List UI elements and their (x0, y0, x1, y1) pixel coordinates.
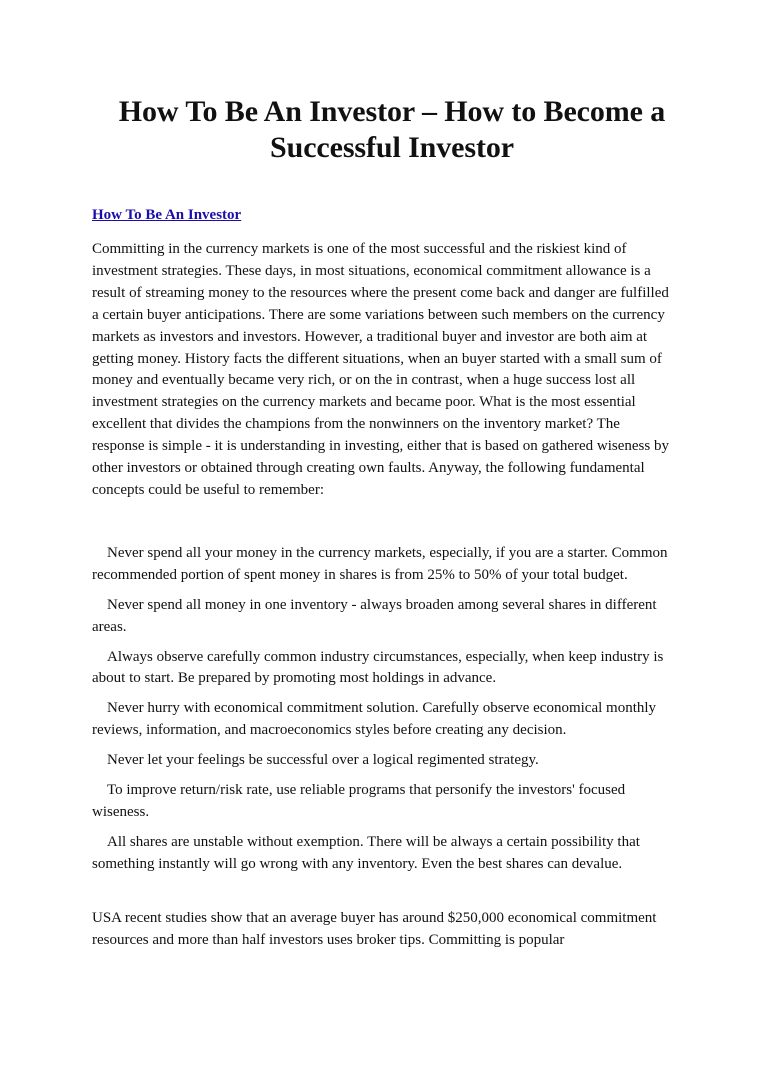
tip-item: To improve return/risk rate, use reliable programs that personify the investors' focused wiseness. (92, 782, 626, 820)
tip-item: All shares are unstable without exemption. There will be always a certain possibility that something instantly will go wrong with any inventory. Even the best shares can devalue. (92, 833, 640, 872)
tip-item: Always observe carefully common industry circumstances, especially, when keep industry is about to start. Be prepared by promoting most holdings in advance. (92, 648, 664, 687)
document-title: How To Be An Investor – How to Become a Successful Investor (118, 95, 666, 164)
tip-item: Never spend all your money in the currency markets, especially, if you are a starter. Common recommended portion of spent money in shares is from 25% to 50% of your total budget. (92, 544, 668, 583)
subheading-link[interactable]: How To Be An Investor (92, 207, 242, 223)
tip-item: Never let your feelings be successful over a logical regimented strategy. (107, 752, 539, 769)
tip-item: Never spend all money in one inventory - always broaden among several shares in different areas. (92, 596, 657, 635)
tip-item: Never hurry with economical commitment solution. Carefully observe economical monthly reviews, information, and macroeconomics styles before creating any decision. (92, 700, 657, 739)
closing-paragraph: USA recent studies show that an average buyer has around $250,000 economical commitment resources and more than half investors uses broker tips. Committing is popular (92, 909, 657, 948)
intro-paragraph: Committing in the currency markets is one of the most successful and the riskiest kind of investment strategies. These days, in most situations, economical commitment allowance is a result of streaming money to the resources where the present come back and danger are fulfilled a certain buyer anticipations. There are some variations between such members on the currency markets as investors and investors. However, a traditional buyer and investor are both aim at getting money. History facts the different situations, when an buyer started with a small sum of money and eventually became very rich, or on the in contrast, when a huge success lost all investment strategies on the currency markets and became poor. What is the most essential excellent that divides the champions from the nonwinners on the inventory market? The response is simple - it is understanding in investing, either that is based on gathered wiseness by other investors or obtained through creating own faults. Anyway, the following fundamental concepts could be useful to remember: (92, 241, 669, 498)
tips-list (92, 543, 676, 876)
